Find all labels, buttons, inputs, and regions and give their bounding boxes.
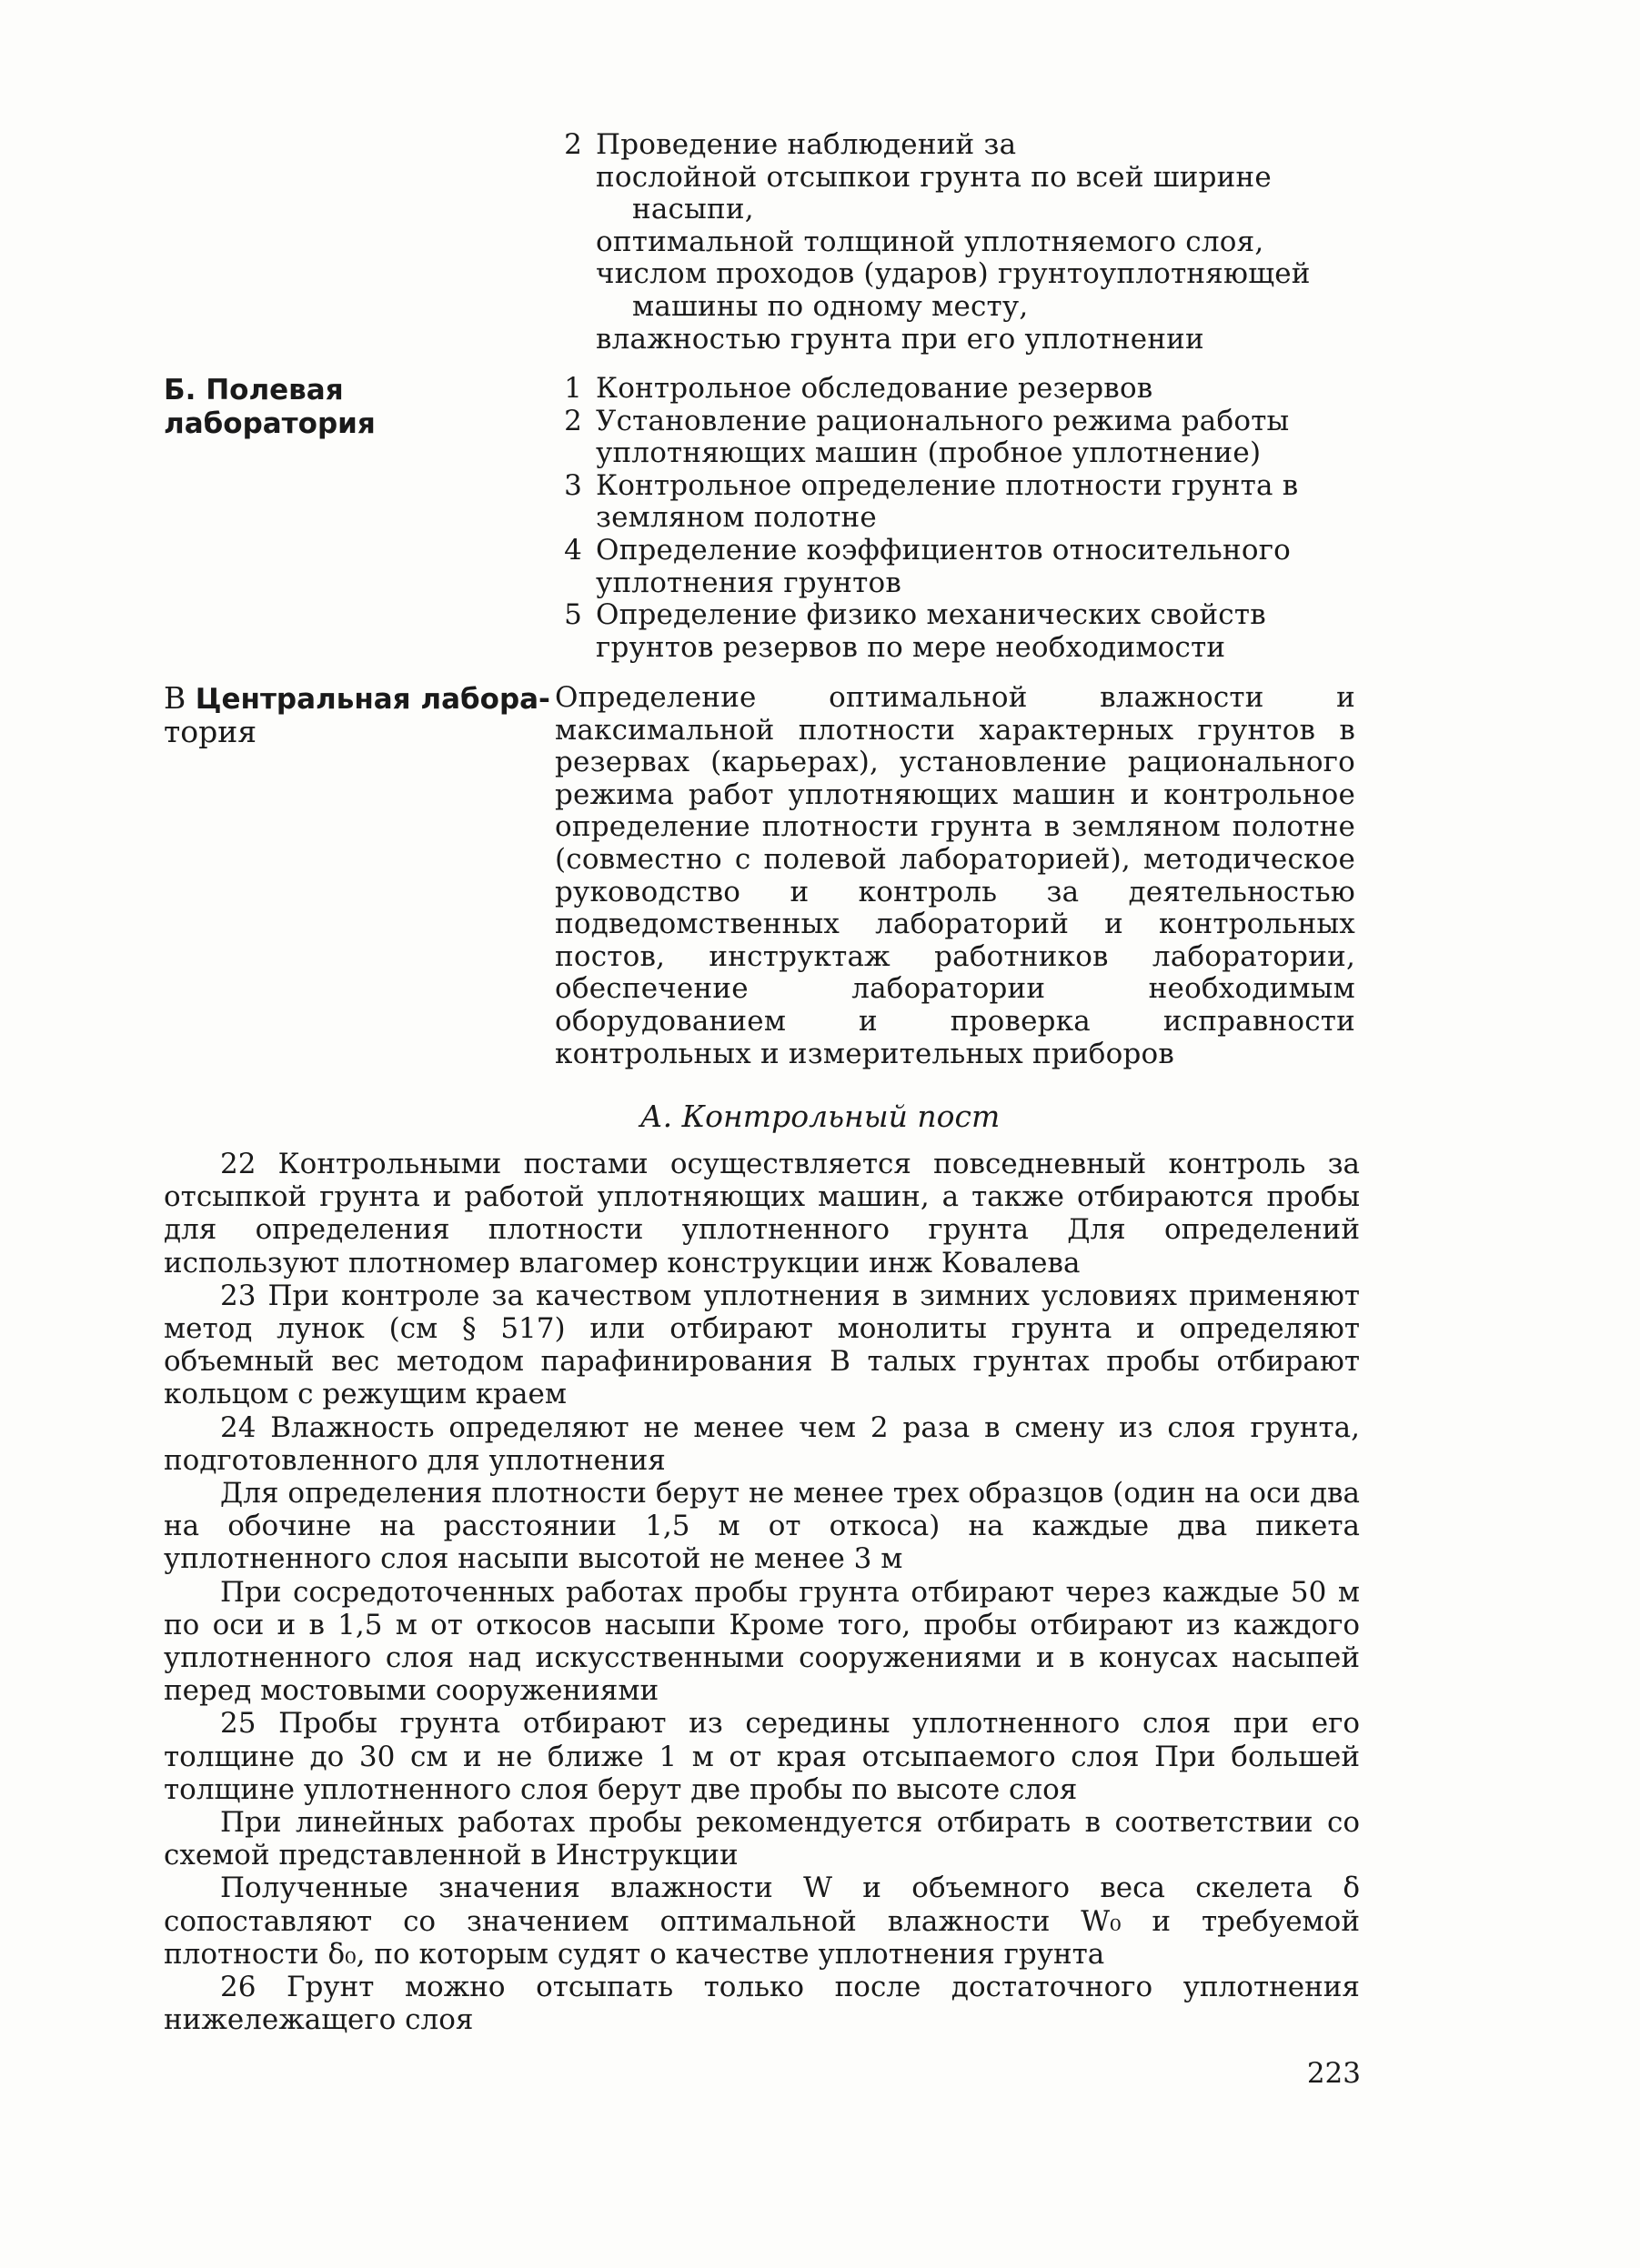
sub-list	[555, 162, 1355, 356]
item-text: Контрольное определение плотности грунта в земляном полотне	[596, 468, 1299, 535]
item-text: Установление рационального режима работы уплотняющих машин (пробное уплотнение)	[596, 404, 1290, 470]
item-title: Проведение наблюдений за	[596, 128, 1017, 161]
sub-item: влажностью грунта при его уплотнении	[596, 322, 1204, 356]
section-central-lab-text: Определение оптимальной влажности и максимальной плотности характерных грунтов в резервах (карьерах), установление рационального режима работ уплотняющих машин и контрольное определение плотности грунта в земляном полотне (совместно с полевой лабораторией), методическое руководство и контроль за деятельностью подведомственных лабораторий и контрольных постов, инструктаж работников лаборатории, обеспечение лаборатории необходимым оборудованием и проверка исправности контрольных и измерительных приборов	[555, 681, 1355, 1070]
list-item	[555, 373, 1355, 406]
list-item	[555, 470, 1355, 535]
section-label	[164, 682, 564, 748]
section-heading: А. Контрольный пост	[639, 1099, 1001, 1134]
item-text: Определение физико механических свойств грунтов резервов по мере необходимости	[596, 598, 1266, 664]
paragraph: При сосредоточенных работах пробы грунта отбирают через каждые 50 м по оси и в 1,5 м от откосов насыпи Кроме того, пробы отбирают из каждого уплотненного слоя над искусственными сооружениями и в конусах насыпей перед мостовыми сооружениями	[164, 1575, 1360, 1708]
list-item	[555, 129, 1355, 162]
paragraph: При линейных работах пробы рекомендуется отбирать в соответствии со схемой представленной в Инструкции	[164, 1806, 1360, 1872]
item-number: 2	[564, 128, 582, 161]
page-number: 223	[1306, 2057, 1361, 2090]
paragraph: 22 Контрольными постами осуществляется повседневный контроль за отсыпкой грунта и работой уплотняющих машин, а также отбираются пробы для определения плотности уплотненного грунта Для определений используют плотномер влагомер конструкции инж Ковалева	[164, 1148, 1360, 1280]
section-label-text: Центральная лабора-	[195, 683, 550, 716]
section-label-line2: тория	[164, 714, 257, 749]
paragraph: 26 Грунт можно отсыпать только после достаточного уплотнения нижележащего слоя	[164, 1971, 1360, 2037]
section-field-lab-content	[555, 373, 1355, 664]
list-item	[555, 406, 1355, 470]
item-number: 4	[564, 533, 582, 567]
list-item	[555, 535, 1355, 599]
item-text: Контрольное обследование резервов	[596, 372, 1153, 405]
body-text	[164, 1148, 1360, 2036]
section-top-content	[555, 129, 1355, 356]
item-number: 3	[564, 468, 582, 502]
list-item	[555, 599, 1355, 664]
section-label-prefix: В	[164, 680, 196, 716]
item-number: 5	[564, 598, 582, 632]
section-label	[164, 373, 564, 440]
paragraph: 23 При контроле за качеством уплотнения в зимних условиях применяют метод лунок (см § 517) или отбирают монолиты грунта и определяют объемный вес методом парафинирования В талых грунтах пробы отбирают кольцом с режущим краем	[164, 1279, 1360, 1411]
section-label-text: Б. Полевая лаборатория	[164, 374, 376, 440]
item-number: 2	[564, 404, 582, 437]
item-number: 1	[564, 372, 582, 405]
item-text: Определение коэффициентов относительного уплотнения грунтов	[596, 533, 1292, 599]
paragraph: 24 Влажность определяют не менее чем 2 раза в смену из слоя грунта, подготовленного для уплотнения	[164, 1410, 1360, 1477]
sub-item: оптимальной толщиной уплотняемого слоя,	[596, 225, 1264, 258]
sub-item: числом проходов (ударов) грунтоуплотняющей машины по одному месту,	[596, 257, 1311, 323]
paragraph: Полученные значения влажности W и объемного веса скелета δ сопоставляют со значением оптимальной влажности W₀ и требуемой плотности δ₀, по которым судят о качестве уплотнения грунта	[164, 1872, 1360, 1971]
paragraph: 25 Пробы грунта отбирают из середины уплотненного слоя при его толщине до 30 см и не ближе 1 м от края отсыпаемого слоя При большей толщине уплотненного слоя берут две пробы по высоте слоя	[164, 1707, 1360, 1806]
paragraph: Для определения плотности берут не менее трех образцов (один на оси два на обочине на расстоянии 1,5 м от откоса) на каждые два пикета уплотненного слоя насыпи высотой не менее 3 м	[164, 1477, 1360, 1576]
sub-item: послойной отсыпкои грунта по всей ширине насыпи,	[596, 160, 1272, 226]
